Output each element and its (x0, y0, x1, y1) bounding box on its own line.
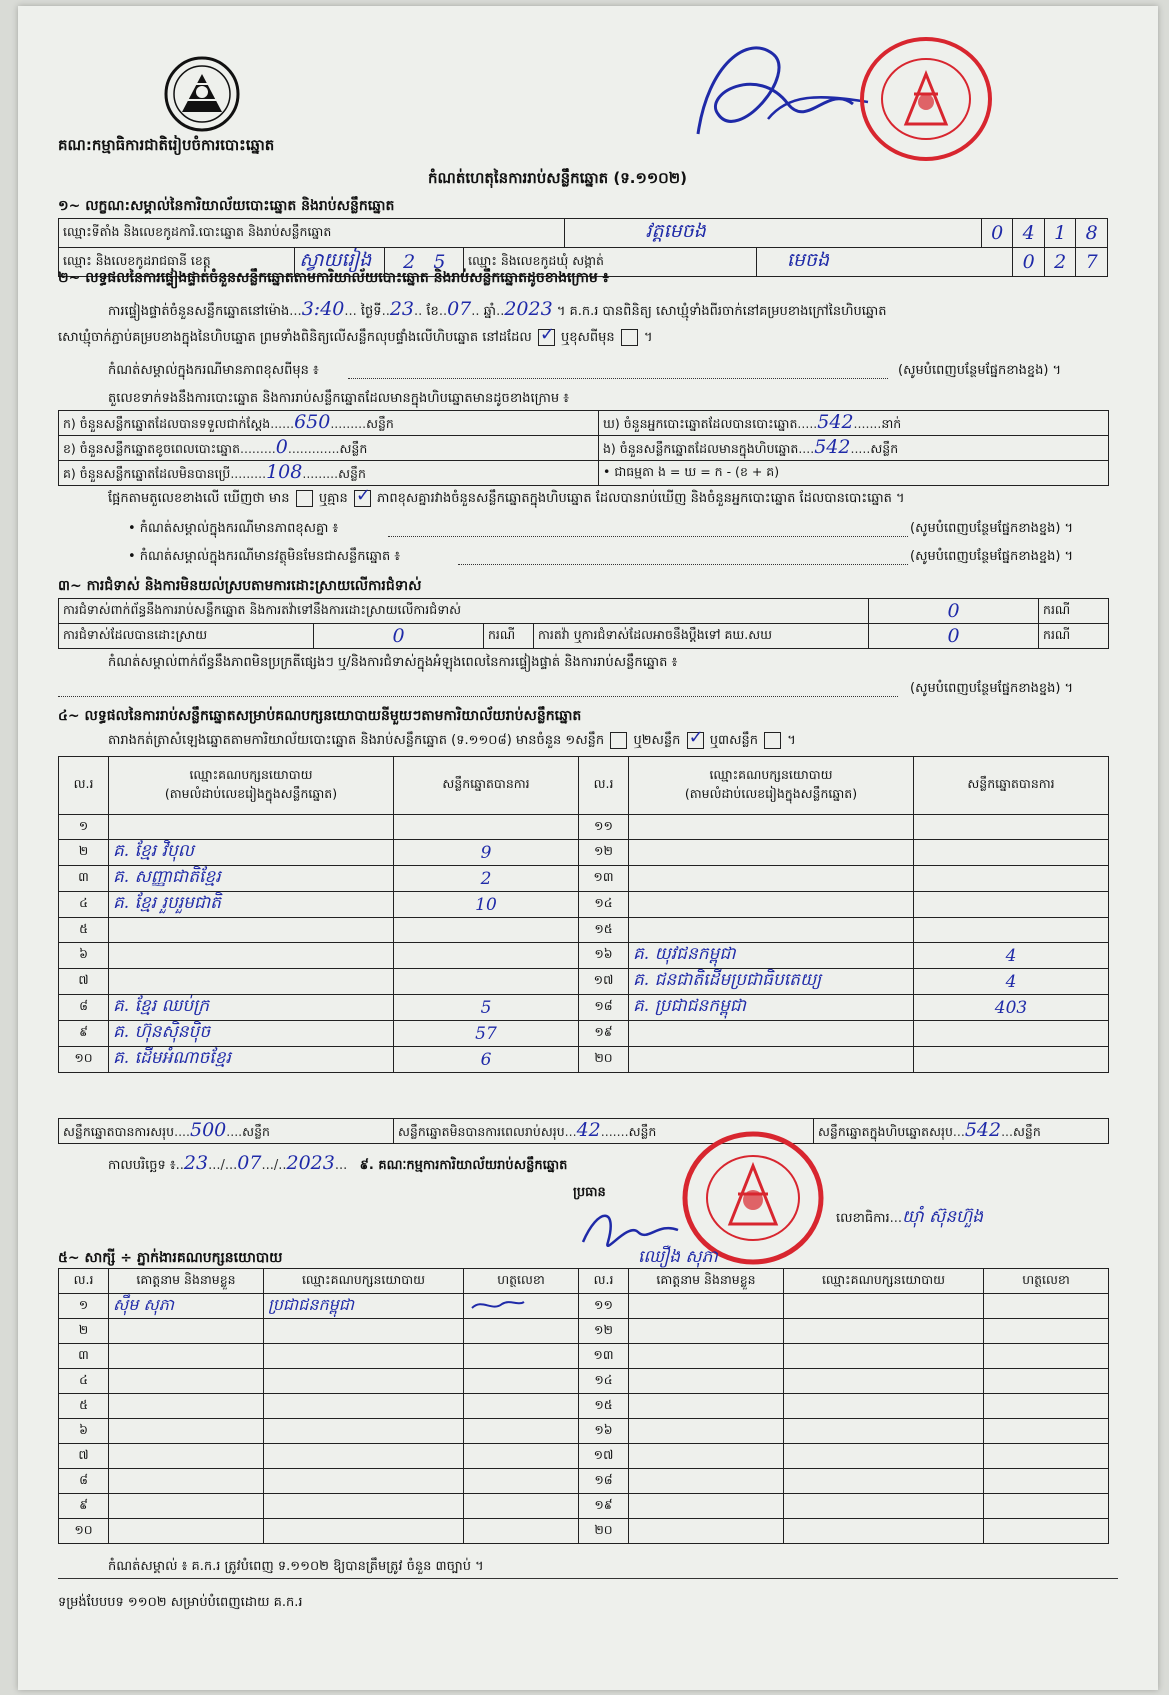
party-votes (914, 840, 1109, 866)
section3-heading: ៣~ ការជំទាស់ និងការមិនយល់ស្របតាមការដោះស្រាយលើការជំទាស់ (58, 578, 422, 594)
fill-back-note: (សូមបំពេញបន្ថែមផ្នែកខាងខ្នង) ។ (898, 363, 1062, 378)
changed-checkbox[interactable] (621, 329, 638, 346)
three-sheets-checkbox[interactable] (764, 732, 781, 749)
witness-name (109, 1494, 264, 1519)
location-name-value: វត្តមេចង (565, 219, 981, 248)
witness-name: ស៊ឹម សុភា (109, 1294, 264, 1319)
witness-name (629, 1369, 784, 1394)
commune-code-digit: 0 (1013, 248, 1045, 277)
verification-line: ការផ្ទៀងផ្ទាត់ចំនួនសន្លឹកឆ្នោតនៅម៉ោង...3:40... ថ្ងៃទី..23.. ខែ..07.. ឆ្នាំ..2023 ។ គ.ក.រ បានពិនិត្យ សោឃ្មុំទាំងពីរចាក់នៅគម្របខាងក្រៅនៃហិបឆ្នោត (108, 298, 887, 320)
row-number: ១១ (579, 815, 629, 840)
location-code-digit: 8 (1076, 219, 1108, 248)
witness-party (784, 1469, 984, 1494)
appeal-count: 0 (869, 624, 1039, 649)
committee-name: គណ:កម្មាធិការជាតិរៀបចំការបោះឆ្នោត (58, 136, 275, 154)
party-votes (914, 815, 1109, 840)
row-number: ២០ (579, 1519, 629, 1544)
row-number: ១០ (59, 1047, 109, 1073)
party-name (109, 918, 394, 943)
party-votes: 9 (394, 840, 579, 866)
commune-label: ឈ្មោះ និងលេខកូដឃុំ សង្កាត់ (464, 248, 757, 277)
form-page (18, 6, 1158, 1690)
witness-name (629, 1319, 784, 1344)
table-row (59, 1494, 1109, 1519)
witness-signature (464, 1419, 579, 1444)
witness-name (109, 1519, 264, 1544)
witness-signature (984, 1394, 1109, 1419)
witness-name (109, 1369, 264, 1394)
table-row (59, 840, 1109, 866)
seal-check-line: សោឃ្មុំចាក់ភ្ជាប់គម្របខាងក្នុងនៃហិបឆ្នោត ព្រមទាំងពិនិត្យលើសន្លឹកលុបផ្ទាំងលើហិបឆ្នោត នៅដដែល ✓ ឬខុសពីមុន ។ (58, 329, 653, 348)
formula-cell: • ជាធម្មតា ង = ឃ = ក - (ខ + គ) (599, 461, 1109, 486)
nec-emblem-icon (158, 54, 246, 134)
witness-signature (984, 1319, 1109, 1344)
witness-party (784, 1419, 984, 1444)
party-votes (914, 918, 1109, 943)
witness-party (264, 1519, 464, 1544)
row-number: ១៩ (579, 1021, 629, 1047)
witness-signature (984, 1419, 1109, 1444)
col-no-header: ល.រ (59, 1269, 109, 1294)
witness-name (109, 1469, 264, 1494)
row-number: ១៣ (579, 866, 629, 892)
case-unit: ករណី (484, 624, 534, 649)
witness-name (629, 1344, 784, 1369)
row-number: ៦ (59, 1419, 109, 1444)
witness-signature (464, 1344, 579, 1369)
witness-signature (464, 1444, 579, 1469)
table-row (59, 943, 1109, 969)
witness-name (629, 1394, 784, 1419)
objections-label: ការជំទាស់ពាក់ព័ន្ធនឹងការរាប់សន្លឹកឆ្នោត និងការតវ៉ាទៅនឹងការដោះស្រាយលើការជំទាស់ (59, 599, 869, 624)
party-name (109, 943, 394, 969)
has-discrepancy-checkbox[interactable] (296, 490, 313, 507)
table-row (59, 1469, 1109, 1494)
witness-signature (984, 1294, 1109, 1319)
witness-name (629, 1494, 784, 1519)
row-number: ១៦ (579, 1419, 629, 1444)
witness-party: ប្រជាជនកម្ពុជា (264, 1294, 464, 1319)
witness-party (784, 1369, 984, 1394)
party-votes (394, 815, 579, 840)
row-number: ៣ (59, 866, 109, 892)
table-row (59, 1344, 1109, 1369)
table-row (59, 1021, 1109, 1047)
table-row (59, 1419, 1109, 1444)
discrepancy-note-label: • កំណត់សម្គាល់ក្នុងករណីមានភាពខុសគ្នា ៖ (128, 521, 339, 536)
party-votes (394, 969, 579, 995)
witness-name (629, 1519, 784, 1544)
commune-code-digit: 7 (1076, 248, 1108, 277)
table-row (59, 918, 1109, 943)
party-votes: 403 (914, 995, 1109, 1021)
section5-heading: ៥~ សាក្សី ÷ ភ្នាក់ងារគណបក្សនយោបាយ (58, 1250, 283, 1266)
box-ballots-cell: ង) ចំនួនសន្លឹកឆ្នោតដែលមានក្នុងហិបឆ្នោត....542.....សន្លឹក (599, 436, 1109, 461)
voters-cell: ឃ) ចំនួនអ្នកបោះឆ្នោតដែលបានបោះឆ្នោត.....542.......នាក់ (599, 411, 1109, 436)
date-line: កាលបរិច្ឆេទ ៖..23.../...07.../..2023... ៩. គណៈកម្មការការិយាល័យរាប់សន្លឹកឆ្នោត (108, 1152, 568, 1174)
row-number: ២០ (579, 1047, 629, 1073)
witness-party (784, 1319, 984, 1344)
party-votes (914, 1021, 1109, 1047)
row-number: ៨ (59, 995, 109, 1021)
row-number: ៧ (59, 1444, 109, 1469)
witness-signature (984, 1344, 1109, 1369)
witness-name (629, 1294, 784, 1319)
row-number: ៧ (59, 969, 109, 995)
table-row (59, 1394, 1109, 1419)
received-ballots-cell: ក) ចំនួនសន្លឹកឆ្នោតដែលបានទទួលជាក់ស្តែង......650.........សន្លឹក (59, 411, 599, 436)
witness-name (629, 1419, 784, 1444)
party-votes (394, 918, 579, 943)
chair-label: ប្រធាន (573, 1185, 606, 1200)
table-row (59, 1047, 1109, 1073)
party-votes: 4 (914, 943, 1109, 969)
resolved-label: ការជំទាស់ដែលបានដោះស្រាយ (59, 624, 314, 649)
party-name: គ. ជនជាតិដើមប្រជាធិបតេយ្យ (629, 969, 914, 995)
official-stamp-top (856, 34, 996, 164)
section4-heading: ៤~ លទ្ធផលនៃការរាប់សន្លឹកឆ្នោតសម្រាប់គណបក្សនយោបាយនីមួយៗតាមការិយាល័យរាប់សន្លឹកឆ្នោត (58, 708, 582, 724)
col-name-header: គោត្តនាម និងនាមខ្លួន (629, 1269, 784, 1294)
province-label: ឈ្មោះ និងលេខកូដរាជធានី ខេត្ត (59, 248, 295, 277)
unused-ballots-cell: គ) ចំនួនសន្លឹកឆ្នោតដែលមិនបានប្រើ.........108.........សន្លឹក (59, 461, 599, 486)
totals-table (58, 1118, 1109, 1144)
section2-heading: ២~ លទ្ធផលនៃការផ្ទៀងផ្ទាត់ចំនួនសន្លឹកឆ្នោតតាមការិយាល័យបោះឆ្នោត និងរាប់សន្លឹកឆ្នោតដូចខាងក្រោម ៖ (58, 270, 609, 286)
party-name: គ. ហ៊ុនស៊ិនប៉ិច (109, 1021, 394, 1047)
party-name (629, 815, 914, 840)
table-row (59, 815, 1109, 840)
location-name-label: ឈ្មោះទីតាំង និងលេខកូដការិ.បោះឆ្នោត និងរាប់សន្លឹកឆ្នោត (59, 219, 565, 248)
witness-party (264, 1419, 464, 1444)
row-number: ១៤ (579, 892, 629, 918)
witness-party (264, 1494, 464, 1519)
spoiled-ballots-cell: ខ) ចំនួនសន្លឹកឆ្នោតខូចពេលបោះឆ្នោត.........0.............សន្លឹក (59, 436, 599, 461)
row-number: ១៨ (579, 995, 629, 1021)
party-name: គ. ដើមអំណាចខ្មែរ (109, 1047, 394, 1073)
chair-name: ឈឿង សុភា (638, 1247, 718, 1267)
party-votes: 2 (394, 866, 579, 892)
party-name (629, 866, 914, 892)
form-footer: ទម្រង់បែបបទ ១១០២ សម្រាប់បំពេញដោយ គ.ក.រ (58, 1595, 303, 1610)
tally-sheet-count-line: តារាងកត់ត្រាសំឡេងឆ្នោតតាមការិយាល័យបោះឆ្នោត និងរាប់សន្លឹកឆ្នោត (ទ.១១០៨) មានចំនួន ១សន្លឹក ឬ២សន្លឹក ✓ ឬ៣សន្លឹក ។ (108, 732, 796, 751)
table-row (59, 1294, 1109, 1319)
col-sign-header: ហត្ថលេខា (464, 1269, 579, 1294)
witness-party (784, 1444, 984, 1469)
col-party-header: ឈ្មោះគណបក្សនយោបាយ (តាមលំដាប់លេខរៀងក្នុងសន្លឹកឆ្នោត) (109, 757, 394, 815)
row-number: ២ (59, 840, 109, 866)
table-row (59, 892, 1109, 918)
location-code-digit: 0 (981, 219, 1013, 248)
discrepancy-check-line: ផ្អែកតាមតួលេខខាងលើ ឃើញថា មាន ឬគ្មាន ✓ ភាពខុសគ្នារវាងចំនួនសន្លឹកឆ្នោតក្នុងហិបឆ្នោត ដែលបានរាប់ឃើញ និងចំនួនអ្នកបោះឆ្នោត ដែលបានបោះឆ្នោត ។ (108, 490, 905, 509)
party-name: គ. ខ្មែរ រួបរួមជាតិ (109, 892, 394, 918)
objections-table (58, 598, 1109, 649)
party-votes: 4 (914, 969, 1109, 995)
col-name-header: គោត្តនាម និងនាមខ្លួន (109, 1269, 264, 1294)
party-name: គ. សញ្ញាជាតិខ្មែរ (109, 866, 394, 892)
row-number: ១២ (579, 840, 629, 866)
province-code: 2 5 (385, 248, 464, 277)
party-results-table (58, 756, 1109, 1073)
col-no-header: ល.រ (59, 757, 109, 815)
fill-back-note: (សូមបំពេញបន្ថែមផ្នែកខាងខ្នង) ។ (910, 549, 1074, 564)
witness-party (264, 1369, 464, 1394)
footer-note: កំណត់សម្គាល់ ៖ គ.ក.រ ត្រូវបំពេញ ទ.១១០២ ឱ្យបានត្រឹមត្រូវ ចំនួន ៣ច្បាប់ ។ (108, 1559, 484, 1574)
witness-party (264, 1444, 464, 1469)
party-votes: 10 (394, 892, 579, 918)
row-number: ១៤ (579, 1369, 629, 1394)
official-signature (678, 24, 878, 154)
table-row (59, 969, 1109, 995)
row-number: ៤ (59, 1369, 109, 1394)
row-number: ៩ (59, 1021, 109, 1047)
table-row (59, 995, 1109, 1021)
party-votes (914, 892, 1109, 918)
figures-intro: តួលេខទាក់ទងនឹងការបោះឆ្នោត និងការរាប់សន្លឹកឆ្នោតដែលមានក្នុងហិបឆ្នោតមានដូចខាងក្រោម ៖ (108, 391, 569, 406)
appeal-label: ការតវ៉ា ឬការជំទាស់ដែលអាចនឹងប្តឹងទៅ គឃ.សឃ (534, 624, 869, 649)
row-number: ១៨ (579, 1469, 629, 1494)
witness-signature (464, 1294, 579, 1319)
difference-note-label: កំណត់សម្គាល់ក្នុងករណីមានភាពខុសពីមុន ៖ (108, 363, 319, 378)
objections-count: 0 (869, 599, 1039, 624)
row-number: ៥ (59, 1394, 109, 1419)
table-row (59, 1319, 1109, 1344)
witness-signature (984, 1444, 1109, 1469)
witness-party (264, 1319, 464, 1344)
witness-signature (464, 1469, 579, 1494)
commune-code-digit: 2 (1044, 248, 1076, 277)
row-number: ១ (59, 1294, 109, 1319)
table-row (59, 1444, 1109, 1469)
row-number: ៥ (59, 918, 109, 943)
row-number: ៦ (59, 943, 109, 969)
fill-back-note: (សូមបំពេញបន្ថែមផ្នែកខាងខ្នង) ។ (910, 521, 1074, 536)
witness-party (784, 1294, 984, 1319)
total-invalid-cell: សន្លឹកឆ្នោតមិនបានការពេលរាប់សរុប...42.......សន្លឹក (394, 1119, 814, 1144)
row-number: ២ (59, 1319, 109, 1344)
party-name (109, 815, 394, 840)
party-votes (914, 1047, 1109, 1073)
witness-signature (464, 1519, 579, 1544)
fill-back-note: (សូមបំពេញបន្ថែមផ្នែកខាងខ្នង) ។ (910, 681, 1074, 696)
row-number: ១៧ (579, 1444, 629, 1469)
form-title: កំណត់ហេតុនៃការរាប់សន្លឹកឆ្នោត (ទ.១១០២) (428, 169, 688, 187)
witness-party (784, 1344, 984, 1369)
row-number: ១៥ (579, 1394, 629, 1419)
party-name: គ. ប្រជាជនកម្ពុជា (629, 995, 914, 1021)
location-code-digit: 1 (1044, 219, 1076, 248)
one-sheet-checkbox[interactable] (610, 732, 627, 749)
witness-signature (464, 1319, 579, 1344)
witness-party (264, 1344, 464, 1369)
row-number: ១០ (59, 1519, 109, 1544)
row-number: ១១ (579, 1294, 629, 1319)
party-name (629, 1021, 914, 1047)
witness-signature (984, 1494, 1109, 1519)
witness-table (58, 1268, 1109, 1544)
witness-name (109, 1444, 264, 1469)
witness-signature (464, 1494, 579, 1519)
irregularity-note-label: កំណត់សម្គាល់ពាក់ព័ន្ធនឹងភាពមិនប្រក្រតីផ្សេងៗ ឬ/និងការជំទាស់ក្នុងអំឡុងពេលនៃការផ្ទៀងផ្ទាត់ និងការរាប់សន្លឹកឆ្នោត ៖ (108, 655, 678, 670)
row-number: ៨ (59, 1469, 109, 1494)
row-number: ១ (59, 815, 109, 840)
witness-name (109, 1319, 264, 1344)
party-name (109, 969, 394, 995)
col-votes-header: សន្លឹកឆ្នោតបានការ (914, 757, 1109, 815)
party-votes (394, 943, 579, 969)
col-party-header: ឈ្មោះគណបក្សនយោបាយ (784, 1269, 984, 1294)
secretary-label: លេខាធិការ...យ៉ាំ ស៊ុនហ៊ួង (836, 1207, 983, 1227)
location-code-digit: 4 (1013, 219, 1045, 248)
party-name (629, 892, 914, 918)
party-votes (914, 866, 1109, 892)
witness-name (629, 1469, 784, 1494)
row-number: ១៣ (579, 1344, 629, 1369)
witness-signature-mark (468, 1296, 528, 1314)
total-valid-cell: សន្លឹកឆ្នោតបានការសរុប....500....សន្លឹក (59, 1119, 394, 1144)
table-row (59, 1519, 1109, 1544)
section1-heading: ១~ លក្ខណ:សម្គាល់នៃការិយាល័យបោះឆ្នោត និងរាប់សន្លឹកឆ្នោត (58, 198, 395, 214)
party-votes: 6 (394, 1047, 579, 1073)
two-sheets-checkbox[interactable] (687, 732, 704, 749)
unchanged-checkbox[interactable] (538, 329, 555, 346)
province-value: ស្វាយរៀង (295, 248, 385, 277)
witness-name (629, 1444, 784, 1469)
case-unit: ករណី (1039, 599, 1109, 624)
col-party-header: ឈ្មោះគណបក្សនយោបាយ (តាមលំដាប់លេខរៀងក្នុងសន្លឹកឆ្នោត) (629, 757, 914, 815)
table-row (59, 866, 1109, 892)
table-row (59, 1369, 1109, 1394)
party-votes: 57 (394, 1021, 579, 1047)
row-number: ១៧ (579, 969, 629, 995)
witness-signature (984, 1369, 1109, 1394)
party-name: គ. ខ្មែរ ឈប់ក្រ (109, 995, 394, 1021)
resolved-count: 0 (314, 624, 484, 649)
witness-party (784, 1494, 984, 1519)
witness-name (109, 1344, 264, 1369)
no-discrepancy-checkbox[interactable] (354, 490, 371, 507)
ballot-figures-table (58, 410, 1109, 486)
row-number: ៤ (59, 892, 109, 918)
row-number: ១៩ (579, 1494, 629, 1519)
party-name (629, 1047, 914, 1073)
party-name: គ. ខ្មែរ វិបុល (109, 840, 394, 866)
col-no-header: ល.រ (579, 757, 629, 815)
witness-party (784, 1394, 984, 1419)
row-number: ៩ (59, 1494, 109, 1519)
witness-signature (464, 1394, 579, 1419)
party-votes: 5 (394, 995, 579, 1021)
witness-party (264, 1394, 464, 1419)
row-number: ១៦ (579, 943, 629, 969)
witness-signature (984, 1469, 1109, 1494)
witness-name (109, 1394, 264, 1419)
col-party-header: ឈ្មោះគណបក្សនយោបាយ (264, 1269, 464, 1294)
party-name: គ. យុវជនកម្ពុជា (629, 943, 914, 969)
row-number: ១២ (579, 1319, 629, 1344)
foreign-object-note-label: • កំណត់សម្គាល់ក្នុងករណីមានវត្ថុមិនមែនជាសន្លឹកឆ្នោត ៖ (128, 549, 401, 564)
witness-signature (464, 1369, 579, 1394)
witness-signature (984, 1519, 1109, 1544)
row-number: ១៥ (579, 918, 629, 943)
case-unit: ករណី (1039, 624, 1109, 649)
witness-party (784, 1519, 984, 1544)
witness-party (264, 1469, 464, 1494)
col-sign-header: ហត្ថលេខា (984, 1269, 1109, 1294)
footer-divider (58, 1578, 1118, 1579)
party-name (629, 840, 914, 866)
total-box-cell: សន្លឹកឆ្នោតក្នុងហិបឆ្នោតសរុប...542...សន្លឹក (814, 1119, 1109, 1144)
party-name (629, 918, 914, 943)
commune-value: មេចង (756, 248, 1013, 277)
col-votes-header: សន្លឹកឆ្នោតបានការ (394, 757, 579, 815)
col-no-header: ល.រ (579, 1269, 629, 1294)
witness-name (109, 1419, 264, 1444)
row-number: ៣ (59, 1344, 109, 1369)
